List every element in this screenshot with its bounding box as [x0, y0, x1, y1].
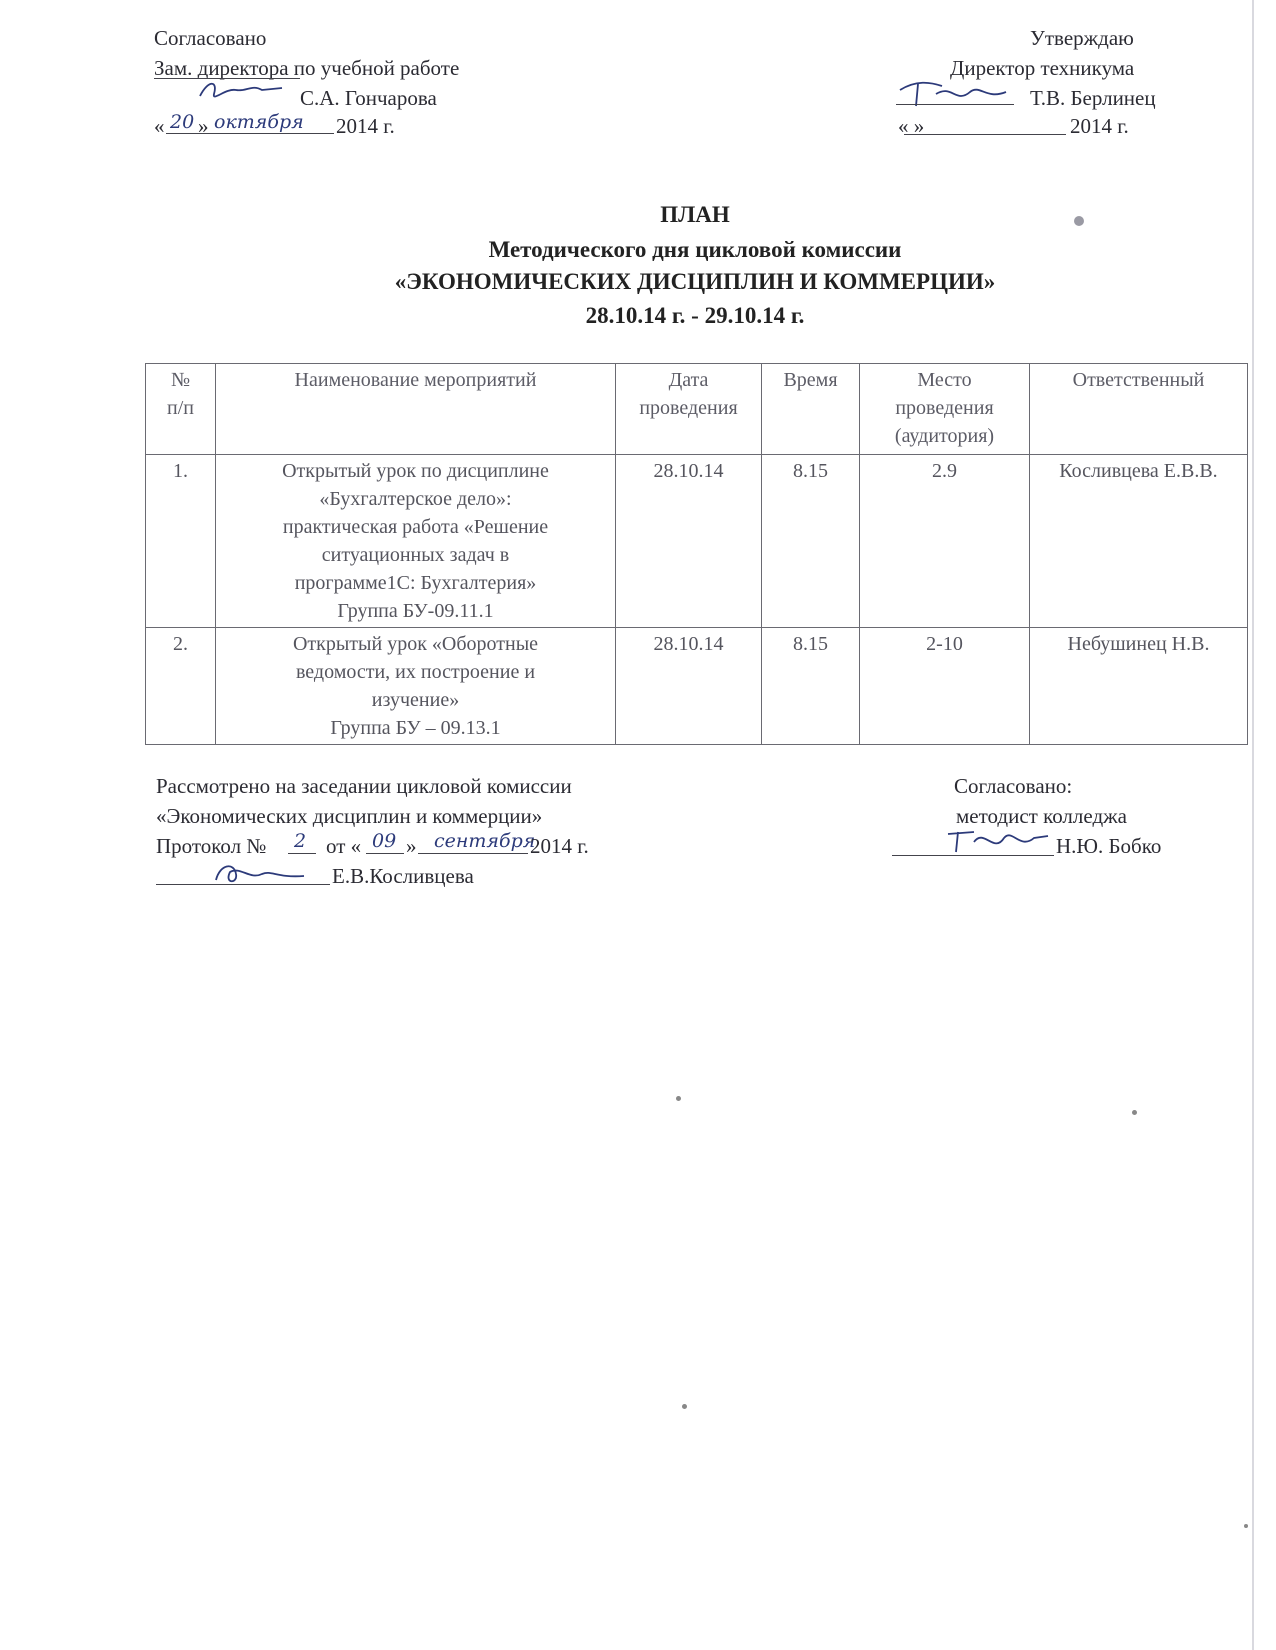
header-left-position: Зам. директора по учебной работе	[154, 56, 460, 80]
header-right-name: Т.В. Берлинец	[1030, 86, 1156, 110]
title-dates: 28.10.14 г. - 29.10.14 г.	[585, 303, 805, 328]
header-left-agreed: Согласовано	[154, 26, 267, 50]
row-responsible: Косливцева Е.В.В.	[1030, 455, 1248, 628]
row-event-name: Открытый урок по дисциплине «Бухгалтерское дело»: практическая работа «Решение ситуационных задач в программе1С: Бухгалтерия» Группа БУ-09.11.1	[216, 455, 616, 628]
date-line-left	[166, 133, 334, 134]
header-right-year: 2014 г.	[1070, 114, 1129, 138]
footer-right-agreed: Согласовано:	[954, 774, 1073, 798]
row-event-name: Открытый урок «Оборотные ведомости, их построение и изучение» Группа БУ – 09.13.1	[216, 628, 616, 745]
footer-day-line	[366, 853, 404, 854]
title-commission: «ЭКОНОМИЧЕСКИХ ДИСЦИПЛИН И КОММЕРЦИИ»	[394, 269, 996, 294]
header-name: Наименование мероприятий	[216, 364, 616, 455]
header-right-position: Директор техникума	[950, 56, 1135, 80]
header-responsible: Ответственный	[1030, 364, 1248, 455]
scan-speck	[1132, 1110, 1137, 1115]
signature-goncharova	[196, 78, 286, 104]
signature-berlinets	[896, 78, 1016, 112]
header-time: Время	[762, 364, 860, 455]
scan-edge	[1252, 0, 1254, 1650]
header-left-date-open: «	[154, 114, 165, 138]
footer-left-protocol-prefix: Протокол №	[156, 834, 267, 858]
signature-line-footer-right	[892, 855, 1054, 856]
header-place: Место проведения (аудитория)	[860, 364, 1030, 455]
footer-right-name: Н.Ю. Бобко	[1056, 834, 1162, 858]
footer-left-name: Е.В.Косливцева	[332, 864, 474, 888]
title-plan: ПЛАН	[660, 202, 730, 227]
footer-left-line1: Рассмотрено на заседании цикловой комиссии	[156, 774, 572, 798]
header-right-date-quotes: « »	[898, 114, 925, 138]
row-place: 2.9	[860, 455, 1030, 628]
protocol-num-line	[288, 853, 316, 854]
plan-table	[145, 363, 1248, 745]
row-num: 1.	[146, 455, 216, 628]
footer-left-day: 09	[372, 830, 397, 852]
date-line-right	[904, 134, 1066, 135]
table-row	[146, 455, 1248, 628]
footer-right-position: методист колледжа	[956, 804, 1127, 828]
header-right-approve: Утверждаю	[1030, 26, 1134, 50]
row-date: 28.10.14	[616, 628, 762, 745]
table-header-row	[146, 364, 1248, 455]
signature-bobko	[944, 824, 1054, 856]
signature-line-footer-left	[156, 884, 330, 885]
row-time: 8.15	[762, 455, 860, 628]
footer-left-close-quote: »	[406, 834, 417, 858]
scan-speck	[682, 1404, 687, 1409]
row-num: 2.	[146, 628, 216, 745]
title-subtitle: Методического дня цикловой комиссии	[488, 237, 902, 262]
signature-line-right	[896, 104, 1014, 105]
table-row	[146, 628, 1248, 745]
footer-left-line2: «Экономических дисциплин и коммерции»	[156, 804, 543, 828]
header-left-date-close: »	[198, 114, 209, 138]
row-responsible: Небушинец Н.В.	[1030, 628, 1248, 745]
footer-month-line	[418, 853, 528, 854]
header-left-month: октября	[214, 111, 304, 133]
footer-left-year: 2014 г.	[530, 834, 589, 858]
header-left-name: С.А. Гончарова	[300, 86, 437, 110]
footer-left-from: от «	[326, 834, 362, 858]
row-date: 28.10.14	[616, 455, 762, 628]
footer-left-month: сентября	[434, 830, 536, 852]
footer-left-protocol-num: 2	[294, 830, 307, 852]
header-num: № п/п	[146, 364, 216, 455]
scan-speck	[676, 1096, 681, 1101]
scan-speck	[1074, 216, 1084, 226]
row-time: 8.15	[762, 628, 860, 745]
header-date: Дата проведения	[616, 364, 762, 455]
header-left-day: 20	[170, 111, 195, 133]
header-left-year: 2014 г.	[336, 114, 395, 138]
scan-speck	[1244, 1524, 1248, 1528]
row-place: 2-10	[860, 628, 1030, 745]
